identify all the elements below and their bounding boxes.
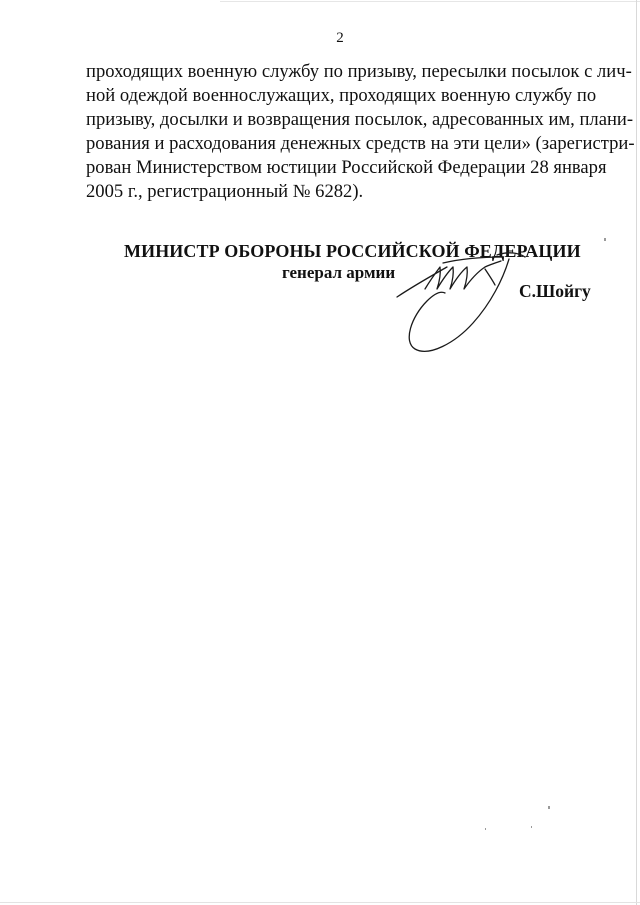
page-number: 2 bbox=[336, 30, 344, 46]
scan-speck bbox=[604, 238, 606, 241]
scan-speck bbox=[531, 826, 532, 828]
body-line: рован Министерством юстиции Российской Федерации 28 января bbox=[86, 157, 607, 178]
body-line: рования и расходования денежных средств на эти цели» (зарегистри- bbox=[86, 133, 635, 154]
handwritten-signature bbox=[385, 245, 535, 360]
body-paragraph bbox=[86, 60, 635, 204]
body-line: проходящих военную службу по призыву, пересылки посылок с лич- bbox=[86, 61, 632, 82]
signatory-rank: генерал армии bbox=[282, 263, 396, 282]
body-line: призыву, досылки и возвращения посылок, адресованных им, плани- bbox=[86, 109, 634, 130]
body-line: 2005 г., регистрационный № 6282). bbox=[86, 181, 364, 202]
scan-edge-bottom bbox=[0, 902, 640, 903]
scan-edge-right bbox=[636, 0, 637, 905]
scan-speck bbox=[548, 806, 550, 809]
scan-edge-top bbox=[220, 1, 640, 2]
scan-speck bbox=[485, 828, 486, 830]
signatory-title: МИНИСТР ОБОРОНЫ РОССИЙСКОЙ ФЕДЕРАЦИИ bbox=[124, 241, 581, 261]
signatory-name: С.Шойгу bbox=[519, 281, 591, 301]
body-line: ной одеждой военнослужащих, проходящих военную службу по bbox=[86, 85, 597, 106]
